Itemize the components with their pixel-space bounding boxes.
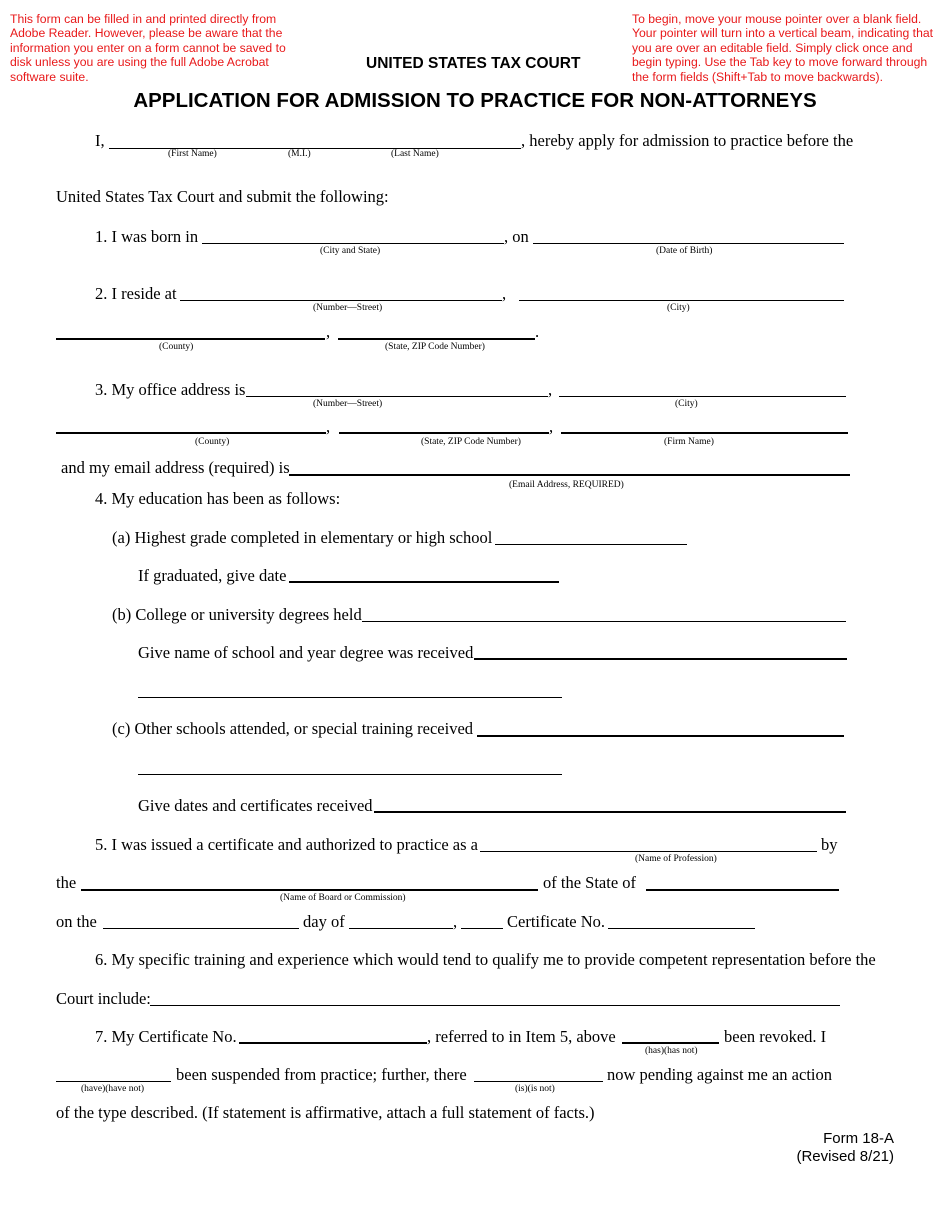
birthplace-field[interactable] bbox=[204, 226, 502, 243]
certificates-label: Give dates and certificates received bbox=[138, 796, 373, 815]
graduation-date-label: If graduated, give date bbox=[138, 566, 287, 585]
profession-field[interactable] bbox=[482, 834, 815, 851]
other-schools-field-2[interactable] bbox=[140, 757, 560, 774]
court-name: UNITED STATES TAX COURT bbox=[366, 55, 581, 72]
birthplace-line bbox=[202, 243, 504, 244]
item3-comma-2: , bbox=[326, 417, 331, 436]
school-year-line bbox=[474, 658, 847, 660]
board-field[interactable] bbox=[83, 872, 536, 889]
residence-street-line bbox=[180, 300, 502, 301]
residence-county-caption: (County) bbox=[159, 342, 194, 352]
is-pending-field[interactable] bbox=[476, 1064, 601, 1081]
residence-state-zip-field[interactable] bbox=[340, 321, 533, 338]
office-state-line bbox=[339, 432, 549, 434]
item5-of-state: of the State of bbox=[543, 873, 637, 892]
item2-comma-2: , bbox=[326, 322, 331, 341]
residence-state-caption: (State, ZIP Code Number) bbox=[385, 342, 485, 352]
certificates-field[interactable] bbox=[376, 794, 844, 811]
item1-on: , on bbox=[504, 227, 529, 246]
is-caption: (is)(is not) bbox=[515, 1084, 555, 1094]
residence-city-line bbox=[519, 300, 844, 301]
board-line bbox=[81, 889, 538, 891]
state-field[interactable] bbox=[648, 872, 837, 889]
board-caption: (Name of Board or Commission) bbox=[280, 893, 406, 903]
first-name-caption: (First Name) bbox=[168, 149, 217, 159]
item7-pending: now pending against me an action bbox=[607, 1065, 832, 1084]
item5-cert-no: Certificate No. bbox=[507, 912, 606, 931]
training-line bbox=[150, 1005, 840, 1006]
item5-by: by bbox=[821, 835, 838, 854]
is-pending-line bbox=[474, 1081, 603, 1082]
email-field[interactable] bbox=[291, 457, 848, 474]
last-name-caption: (Last Name) bbox=[391, 149, 439, 159]
adobe-reader-notice: This form can be filled in and printed directly from Adobe Reader. However, please be aware that the information you enter on a form cannot be saved to disk unless you are using the full Adobe Acrobat software suite. bbox=[10, 12, 286, 84]
office-street-field[interactable] bbox=[248, 379, 546, 396]
has-revoked-line bbox=[622, 1042, 719, 1044]
intro-suffix: , hereby apply for admission to practice before the bbox=[521, 131, 854, 150]
item7-certificate-field[interactable] bbox=[241, 1025, 425, 1042]
month-line bbox=[349, 928, 453, 929]
email-caption: (Email Address, REQUIRED) bbox=[509, 480, 624, 490]
form-title: APPLICATION FOR ADMISSION TO PRACTICE FOR NON-ATTORNEYS bbox=[133, 89, 817, 112]
have-suspended-field[interactable] bbox=[58, 1064, 169, 1081]
office-state-caption: (State, ZIP Code Number) bbox=[421, 437, 521, 447]
item3-label: 3. My office address is bbox=[95, 380, 246, 399]
item4a-label: (a) Highest grade completed in elementary or high school bbox=[112, 528, 493, 547]
residence-county-line bbox=[56, 338, 325, 340]
item2-label: 2. I reside at bbox=[95, 284, 177, 303]
office-city-field[interactable] bbox=[561, 379, 844, 396]
office-city-caption: (City) bbox=[675, 399, 698, 409]
item4b-label: (b) College or university degrees held bbox=[112, 605, 362, 624]
graduation-date-field[interactable] bbox=[291, 564, 557, 581]
email-label: and my email address (required) is bbox=[61, 458, 290, 477]
item2-period: . bbox=[535, 322, 540, 341]
other-schools-field[interactable] bbox=[479, 718, 842, 735]
profession-caption: (Name of Profession) bbox=[635, 854, 717, 864]
item7-last-line: of the type described. (If statement is affirmative, attach a full statement of facts.) bbox=[56, 1103, 595, 1122]
day-field[interactable] bbox=[105, 911, 297, 928]
office-county-caption: (County) bbox=[195, 437, 230, 447]
item6-label: 6. My specific training and experience which would tend to qualify me to provide competent representation before the bbox=[95, 950, 876, 969]
intro-continuation: United States Tax Court and submit the following: bbox=[56, 187, 389, 206]
birthplace-caption: (City and State) bbox=[320, 246, 381, 256]
item7-label: 7. My Certificate No. bbox=[95, 1027, 237, 1046]
middle-initial-field[interactable] bbox=[195, 131, 265, 148]
item7-suspended: been suspended from practice; further, there bbox=[176, 1065, 467, 1084]
profession-line bbox=[480, 851, 817, 852]
year-field[interactable] bbox=[463, 911, 501, 928]
item4c-label: (c) Other schools attended, or special training received bbox=[112, 719, 474, 738]
form-number: Form 18-A bbox=[823, 1130, 894, 1147]
other-schools-line bbox=[477, 735, 844, 737]
degrees-line bbox=[362, 621, 846, 622]
school-year-field-2[interactable] bbox=[140, 680, 560, 697]
residence-street-field[interactable] bbox=[182, 283, 500, 300]
item5-on-the: on the bbox=[56, 912, 97, 931]
school-year-label: Give name of school and year degree was received bbox=[138, 643, 474, 662]
state-line bbox=[646, 889, 839, 891]
item6-court-include: Court include: bbox=[56, 989, 151, 1008]
item5-the: the bbox=[56, 873, 77, 892]
email-line bbox=[289, 474, 850, 476]
graduation-date-line bbox=[289, 581, 559, 583]
office-street-line bbox=[246, 396, 548, 397]
item5-label: 5. I was issued a certificate and authorized to practice as a bbox=[95, 835, 478, 854]
school-year-line-2 bbox=[138, 697, 562, 698]
intro-prefix: I, bbox=[95, 131, 105, 150]
item3-comma: , bbox=[548, 380, 553, 399]
item7-referred: , referred to in Item 5, above bbox=[427, 1027, 616, 1046]
office-county-field[interactable] bbox=[58, 415, 324, 432]
birth-date-caption: (Date of Birth) bbox=[656, 246, 713, 256]
school-year-field[interactable] bbox=[476, 641, 845, 658]
firm-name-line bbox=[561, 432, 848, 434]
instructions-notice: To begin, move your mouse pointer over a blank field. Your pointer will turn into a vertical beam, indicating that you are over an editable field. Simply click once and begin typing. Use the Tab key to move forward through the form fields (Shift+Tab to move backwards). bbox=[632, 12, 934, 84]
item5-comma: , bbox=[453, 912, 458, 931]
training-field[interactable] bbox=[152, 988, 838, 1005]
birth-date-line bbox=[533, 243, 844, 244]
certificate-number-line bbox=[608, 928, 755, 929]
year-line bbox=[461, 928, 503, 929]
certificate-number-field[interactable] bbox=[610, 911, 753, 928]
month-field[interactable] bbox=[351, 911, 451, 928]
item7-certificate-line bbox=[239, 1042, 427, 1044]
item1-label: 1. I was born in bbox=[95, 227, 199, 246]
item4-label: 4. My education has been as follows: bbox=[95, 489, 341, 508]
item5-day-of: day of bbox=[303, 912, 345, 931]
firm-name-caption: (Firm Name) bbox=[664, 437, 714, 447]
has-revoked-field[interactable] bbox=[624, 1025, 717, 1042]
office-city-line bbox=[559, 396, 846, 397]
other-schools-line-2 bbox=[138, 774, 562, 775]
have-suspended-line bbox=[56, 1081, 171, 1082]
office-state-zip-field[interactable] bbox=[341, 415, 547, 432]
item2-comma: , bbox=[502, 284, 507, 303]
certificates-line bbox=[374, 811, 846, 813]
form-revision: (Revised 8/21) bbox=[796, 1148, 894, 1165]
highest-grade-field[interactable] bbox=[497, 527, 685, 544]
degrees-field[interactable] bbox=[364, 604, 844, 621]
item7-revoked: been revoked. I bbox=[724, 1027, 827, 1046]
firm-name-field[interactable] bbox=[563, 415, 846, 432]
middle-initial-caption: (M.I.) bbox=[288, 149, 311, 159]
birth-date-field[interactable] bbox=[535, 226, 842, 243]
residence-street-caption: (Number—Street) bbox=[313, 303, 383, 313]
highest-grade-line bbox=[495, 544, 687, 545]
residence-state-line bbox=[338, 338, 535, 340]
residence-county-field[interactable] bbox=[58, 321, 323, 338]
day-line bbox=[103, 928, 299, 929]
have-caption: (have)(have not) bbox=[81, 1084, 145, 1094]
residence-city-caption: (City) bbox=[667, 303, 690, 313]
office-street-caption: (Number—Street) bbox=[313, 399, 383, 409]
item3-comma-3: , bbox=[549, 417, 554, 436]
office-county-line bbox=[56, 432, 326, 434]
last-name-field[interactable] bbox=[270, 131, 519, 148]
has-caption: (has)(has not) bbox=[645, 1046, 698, 1056]
first-name-field[interactable] bbox=[111, 131, 191, 148]
residence-city-field[interactable] bbox=[521, 283, 842, 300]
